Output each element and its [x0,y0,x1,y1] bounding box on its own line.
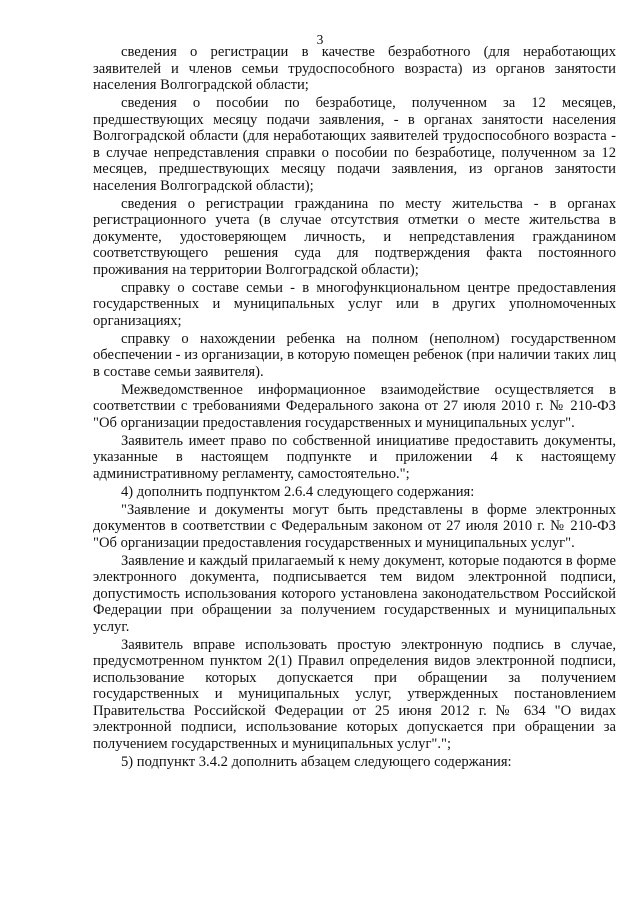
document-body [93,44,616,772]
paragraph-electronic-signature: Заявление и каждый прилагаемый к нему документ, которые подаются в форме электронного документа, подписывается тем видом электронной подписи, допустимость использования которого установлена законодательством Российской Федерации при обращении за получением государственных и муниципальных услуг. [93,552,616,635]
paragraph-electronic-documents: "Заявление и документы могут быть представлены в форме электронных документов в соответствии с Федеральным законом от 27 июля 2010 г. № 210-ФЗ "Об организации предоставления государственных и муниципальных услуг". [93,501,616,551]
paragraph-item-4: 4) дополнить подпунктом 2.6.4 следующего содержания: [121,483,475,500]
paragraph-child-state-care: справку о нахождении ребенка на полном (неполном) государственном обеспечении - из организации, в которую помещен ребенок (при наличии таких лиц в составе семьи заявителя). [93,330,616,380]
paragraph-item-5: 5) подпункт 3.4.2 дополнить абзацем следующего содержания: [121,753,512,770]
page-number: 3 [316,32,324,47]
paragraph-unemployment-benefit: сведения о пособии по безработице, полученном за 12 месяцев, предшествующих месяцу подачи заявления, - в органах занятости населения Волгоградской области (для неработающих заявителей трудоспособного возраста - в случае непредставления справки о пособии по безработице, полученном за 12 месяцев, предшествующих месяцу подачи заявления, из органов занятости населения Волгоградской области); [93,95,616,194]
paragraph-simple-signature: Заявитель вправе использовать простую электронную подпись в случае, предусмотренном пунктом 2(1) Правил определения видов электронной подписи, использование которых допускается при обращении за получением государственных и муниципальных услуг, утвержденных постановлением Правительства Российской Федерации от 25 июня 2012 г. № 634 "О видах электронной подписи, использование которых допускается при обращении за получением государственных и муниципальных услуг"."; [93,636,616,752]
paragraph-unemployment-registration: сведения о регистрации в качестве безработного (для неработающих заявителей и членов семьи трудоспособного возраста) из органов занятости населения Волгоградской области; [93,44,616,93]
paragraph-residence-registration: сведения о регистрации гражданина по месту жительства - в органах регистрационного учета (в случае отсутствия отметки о месте жительства в документе, удостоверяющем личность, и непредставления гражданином соответствующего решения суда для подтверждения факта постоянного проживания на территории Волгоградской области); [93,195,616,278]
paragraph-interagency-interaction: Межведомственное информационное взаимодействие осуществляется в соответствии с требованиями Федерального закона от 27 июля 2010 г. № 210-ФЗ "Об организации предоставления государственных и муниципальных услуг". [93,381,616,431]
paragraph-applicant-initiative: Заявитель имеет право по собственной инициативе предоставить документы, указанные в настоящем подпункте и приложении 4 к настоящему административному регламенту, самостоятельно."; [93,432,616,482]
paragraph-family-composition: справку о составе семьи - в многофункциональном центре предоставления государственных и муниципальных услуг или в других уполномоченных организациях; [93,279,616,329]
